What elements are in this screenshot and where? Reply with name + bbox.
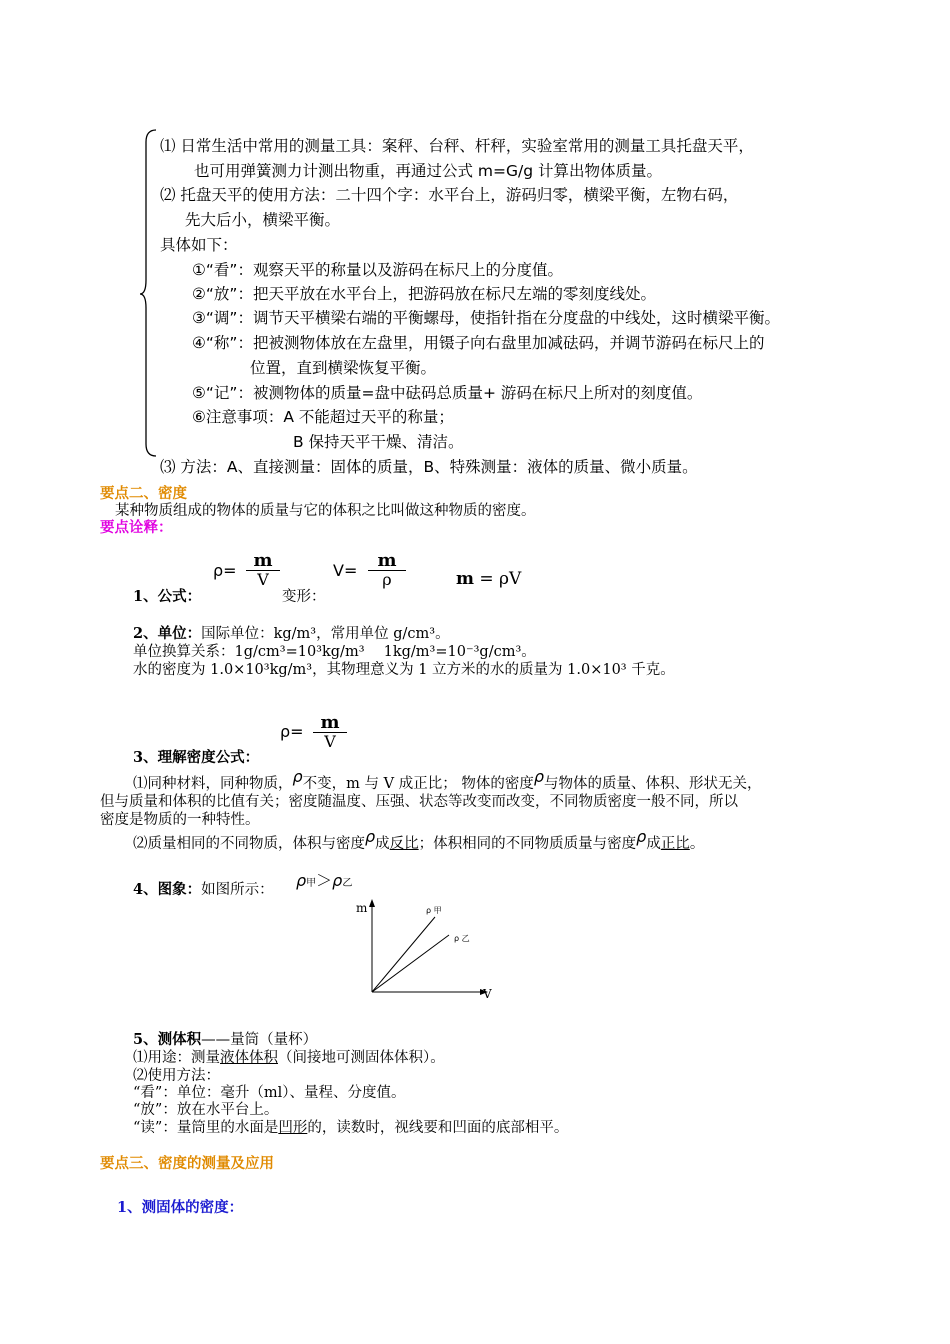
- axis-x-label: V: [483, 987, 492, 1001]
- brace-line-7: ②“放”：把天平放在水平台上，把游码放在标尺左端的零刻度线处。: [192, 285, 656, 303]
- line-jia-label: ρ 甲: [426, 906, 442, 915]
- formula-m-eq: [456, 569, 521, 589]
- left-brace: [138, 128, 160, 458]
- water-density: 水的密度为 1.0×10³kg/m³，其物理意义为 1 立方米的水的质量为 1.0×10³ 千克。: [133, 662, 675, 678]
- formula-v-denominator: ρ: [382, 570, 392, 589]
- understand-p1-line2: 但与质量和体积的比值有关；密度随温度、压强、状态等改变而改变，不同物质密度一般不同，所以: [100, 794, 738, 810]
- formula-m-rest: = ρV: [474, 569, 522, 589]
- brace-line-4: 先大后小，横梁平衡。: [185, 211, 341, 229]
- rho-symbol: ρ: [365, 827, 376, 846]
- formula-label: 1、公式：: [133, 588, 202, 605]
- understand-p1-line3: 密度是物质的一种特性。: [100, 812, 260, 828]
- density-graph: [350, 895, 500, 1005]
- inverse-proportion: 反比: [389, 836, 419, 852]
- volume-look: “看”：单位：毫升（ml）、量程、分度值。: [133, 1085, 406, 1101]
- understand-rho-lhs: ρ=: [280, 722, 304, 741]
- graph-text: 如图所示：: [201, 882, 274, 898]
- understand-label: 3、理解密度公式：: [133, 749, 260, 766]
- axis-y-label: m: [356, 901, 368, 915]
- liquid-volume: 液体体积: [220, 1050, 278, 1066]
- rho-symbol: ρ: [292, 767, 303, 786]
- graph-line: [133, 878, 274, 899]
- volume-place: “放”：放在水平台上。: [133, 1102, 279, 1118]
- rho-symbol: ρ: [636, 827, 647, 846]
- brace-line-13: B 保持天平干燥、清洁。: [293, 433, 464, 451]
- unit-label: 2、单位：: [133, 625, 202, 642]
- understand-fraction: [313, 714, 347, 751]
- understand-p2: ⑵质量相同的不同物质，体积与密度ρ成反比；体积相同的不同物质质量与密度ρ成正比。: [133, 827, 705, 852]
- graph-label: 4、图象：: [133, 881, 202, 898]
- brace-line-12: ⑥注意事项：A 不能超过天平的称量；: [192, 408, 454, 426]
- formula-v-numerator: m: [368, 552, 406, 571]
- direct-proportion: 正比: [660, 836, 690, 852]
- volume-method: ⑵使用方法：: [133, 1068, 220, 1084]
- section2-subheading: 要点诠释：: [100, 519, 173, 536]
- understand-p1-line1: ⑴同种材料，同种物质，ρ不变，m 与 V 成正比； 物体的密度ρ与物体的质量、体积、形状无关，: [133, 767, 762, 792]
- formula-v-lhs: V=: [333, 561, 358, 580]
- brace-line-5: 具体如下：: [160, 236, 238, 254]
- formula-v-fraction: [368, 552, 406, 589]
- brace-line-10: 位置，直到横梁恢复平衡。: [250, 359, 437, 377]
- volume-use: ⑴用途：测量液体体积（间接地可测固体体积）。: [133, 1050, 445, 1066]
- brace-line-11: ⑤“记”：被测物体的质量=盘中砝码总质量+ 游码在标尺上所对的刻度值。: [192, 384, 703, 402]
- brace-line-1: ⑴ 日常生活中常用的测量工具：案秤、台秤、杆秤，实验室常用的测量工具托盘天平，: [160, 137, 754, 155]
- volume-label-rest: ——量筒（量杯）: [201, 1032, 318, 1048]
- brace-line-2: 也可用弹簧测力计测出物重，再通过公式 m=G/g 计算出物体质量。: [194, 162, 663, 180]
- section3-item1: 1、测固体的密度：: [117, 1199, 244, 1216]
- section3-heading: 要点三、密度的测量及应用: [100, 1155, 274, 1172]
- volume-label: 5、测体积: [133, 1031, 202, 1048]
- line-yi-label: ρ 乙: [454, 934, 470, 943]
- brace-line-9: ④“称”：把被测物体放在左盘里，用镊子向右盘里加减砝码，并调节游码在标尺上的: [192, 334, 765, 352]
- formula-rho-lhs: ρ=: [213, 561, 237, 580]
- line-jia: [372, 917, 435, 992]
- brace-line-14: ⑶ 方法：A、直接测量：固体的质量，B、特殊测量：液体的质量、微小质量。: [160, 458, 698, 476]
- brace-line-6: ①“看”：观察天平的称量以及游码在标尺上的分度值。: [192, 261, 563, 279]
- section2-heading: 要点二、密度: [100, 485, 187, 502]
- unit-conversion: 单位换算关系：1g/cm³=10³kg/m³ 1kg/m³=10⁻³g/cm³。: [133, 644, 536, 660]
- concave-shape: 凹形: [278, 1120, 308, 1136]
- understand-numerator: m: [313, 714, 347, 733]
- brace-line-8: ③“调”：调节天平横梁右端的平衡螺母，使指针指在分度盘的中线处，这时横梁平衡。: [192, 309, 780, 327]
- line-yi: [372, 935, 449, 992]
- formula-transform: 变形：: [282, 589, 326, 605]
- rho-symbol: ρ: [533, 767, 544, 786]
- unit-text: 国际单位：kg/m³，常用单位 g/cm³。: [201, 626, 450, 642]
- y-axis-arrow: [369, 899, 375, 907]
- formula-denominator: V: [257, 570, 269, 589]
- density-definition: 某种物质组成的物体的质量与它的体积之比叫做这种物质的密度。: [115, 503, 536, 519]
- understand-denominator: V: [324, 732, 336, 751]
- formula-m-bold: m: [456, 569, 474, 589]
- brace-line-3: ⑵ 托盘天平的使用方法：二十四个字：水平台上，游码归零，横梁平衡，左物右码，: [160, 186, 739, 204]
- formula-numerator: m: [246, 552, 280, 571]
- graph-comparison: ρ甲＞ρ乙: [296, 871, 353, 890]
- volume-read: “读”：量筒里的水面是凹形的，读数时，视线要和凹面的底部相平。: [133, 1120, 569, 1136]
- formula-fraction: [246, 552, 280, 589]
